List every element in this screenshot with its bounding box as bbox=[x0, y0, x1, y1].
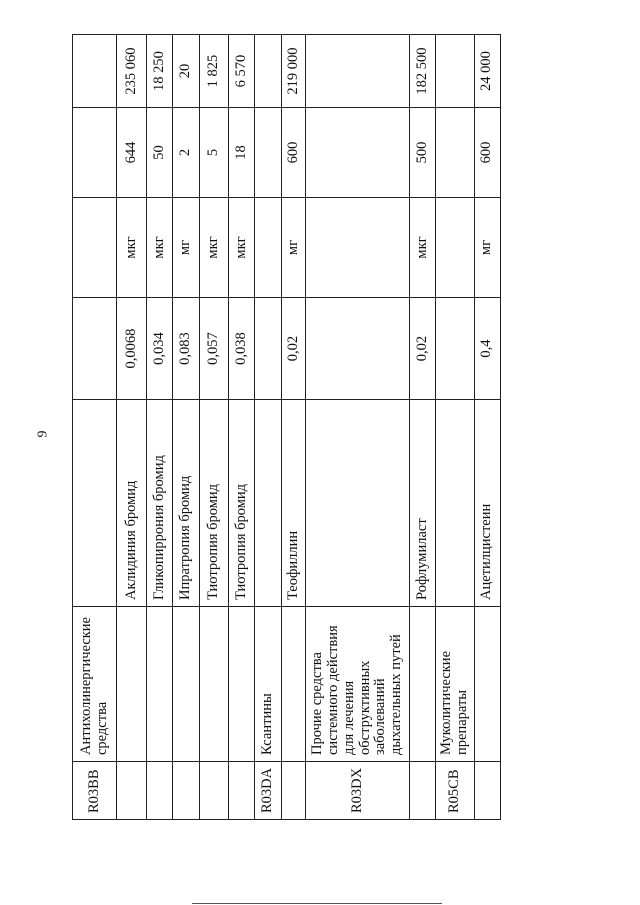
dose-cell bbox=[73, 298, 117, 400]
unit-cell: мкг bbox=[200, 198, 229, 298]
group-cell bbox=[474, 607, 500, 762]
qty-cell bbox=[306, 108, 410, 198]
drug-cell: Ипратропия бромид bbox=[173, 400, 200, 607]
unit-cell: мкг bbox=[229, 198, 255, 298]
unit-cell bbox=[73, 198, 117, 298]
qty-cell: 2 bbox=[173, 108, 200, 198]
total-cell: 20 bbox=[173, 35, 200, 108]
dose-cell: 0,038 bbox=[229, 298, 255, 400]
total-cell bbox=[255, 35, 282, 108]
qty-cell bbox=[436, 108, 475, 198]
qty-cell: 600 bbox=[474, 108, 500, 198]
group-cell bbox=[117, 607, 147, 762]
group-cell bbox=[147, 607, 173, 762]
rotated-page-content bbox=[72, 35, 495, 820]
atc-code-cell: R05CB bbox=[436, 762, 475, 820]
qty-cell: 18 bbox=[229, 108, 255, 198]
drug-cell bbox=[255, 400, 282, 607]
drug-cell bbox=[73, 400, 117, 607]
total-cell: 182 500 bbox=[410, 35, 436, 108]
total-cell bbox=[306, 35, 410, 108]
group-cell: Прочие средства системного действия для лечения обструктивных заболеваний дыхательных путей bbox=[306, 607, 410, 762]
total-cell: 6 570 bbox=[229, 35, 255, 108]
dose-cell: 0,4 bbox=[474, 298, 500, 400]
unit-cell: мг bbox=[173, 198, 200, 298]
atc-code-cell bbox=[229, 762, 255, 820]
qty-cell: 600 bbox=[282, 108, 306, 198]
qty-cell: 5 bbox=[200, 108, 229, 198]
table-row bbox=[147, 35, 173, 820]
scan-edge-line bbox=[192, 903, 442, 904]
table-row bbox=[173, 35, 200, 820]
dose-cell: 0,057 bbox=[200, 298, 229, 400]
group-cell bbox=[200, 607, 229, 762]
unit-cell: мкг bbox=[410, 198, 436, 298]
atc-code-cell bbox=[117, 762, 147, 820]
total-cell: 1 825 bbox=[200, 35, 229, 108]
dose-cell bbox=[306, 298, 410, 400]
table-row bbox=[436, 35, 475, 820]
group-cell: Антихолинергические средства bbox=[73, 607, 117, 762]
group-cell bbox=[282, 607, 306, 762]
dose-cell: 0,02 bbox=[282, 298, 306, 400]
total-cell: 24 000 bbox=[474, 35, 500, 108]
atc-code-cell: R03BB bbox=[73, 762, 117, 820]
unit-cell: мкг bbox=[117, 198, 147, 298]
table-row bbox=[73, 35, 117, 820]
atc-code-cell bbox=[200, 762, 229, 820]
drug-cell: Гликопиррония бромид bbox=[147, 400, 173, 607]
total-cell bbox=[73, 35, 117, 108]
atc-code-cell: R03DX bbox=[306, 762, 410, 820]
drug-cell: Тиотропия бромид bbox=[229, 400, 255, 607]
atc-code-cell bbox=[147, 762, 173, 820]
unit-cell bbox=[306, 198, 410, 298]
group-cell bbox=[229, 607, 255, 762]
unit-cell: мг bbox=[282, 198, 306, 298]
qty-cell bbox=[255, 108, 282, 198]
dose-cell bbox=[436, 298, 475, 400]
total-cell bbox=[436, 35, 475, 108]
group-cell: Муколитические препараты bbox=[436, 607, 475, 762]
unit-cell bbox=[436, 198, 475, 298]
total-cell: 219 000 bbox=[282, 35, 306, 108]
group-cell bbox=[173, 607, 200, 762]
table-row bbox=[410, 35, 436, 820]
dose-cell: 0,034 bbox=[147, 298, 173, 400]
page-number: 9 bbox=[35, 430, 51, 438]
table-row bbox=[474, 35, 500, 820]
drug-cell: Тиотропия бромид bbox=[200, 400, 229, 607]
dose-cell bbox=[255, 298, 282, 400]
table-row bbox=[282, 35, 306, 820]
table-row bbox=[229, 35, 255, 820]
table-row bbox=[255, 35, 282, 820]
unit-cell: мкг bbox=[147, 198, 173, 298]
total-cell: 235 060 bbox=[117, 35, 147, 108]
atc-code-cell bbox=[410, 762, 436, 820]
drug-cell: Ацетилцистеин bbox=[474, 400, 500, 607]
atc-code-cell bbox=[474, 762, 500, 820]
drug-cell bbox=[436, 400, 475, 607]
drug-cell: Рофлумиласт bbox=[410, 400, 436, 607]
qty-cell: 50 bbox=[147, 108, 173, 198]
atc-code-cell bbox=[173, 762, 200, 820]
dose-cell: 0,02 bbox=[410, 298, 436, 400]
group-cell: Ксантины bbox=[255, 607, 282, 762]
dose-cell: 0,083 bbox=[173, 298, 200, 400]
qty-cell: 644 bbox=[117, 108, 147, 198]
atc-code-cell bbox=[282, 762, 306, 820]
unit-cell bbox=[255, 198, 282, 298]
group-cell bbox=[410, 607, 436, 762]
drug-cell bbox=[306, 400, 410, 607]
table-row bbox=[117, 35, 147, 820]
qty-cell: 500 bbox=[410, 108, 436, 198]
drug-cell: Теофиллин bbox=[282, 400, 306, 607]
drug-table bbox=[72, 34, 501, 820]
qty-cell bbox=[73, 108, 117, 198]
atc-code-cell: R03DA bbox=[255, 762, 282, 820]
table-row bbox=[200, 35, 229, 820]
total-cell: 18 250 bbox=[147, 35, 173, 108]
unit-cell: мг bbox=[474, 198, 500, 298]
dose-cell: 0,0068 bbox=[117, 298, 147, 400]
table-row bbox=[306, 35, 410, 820]
drug-cell: Аклидиния бромид bbox=[117, 400, 147, 607]
